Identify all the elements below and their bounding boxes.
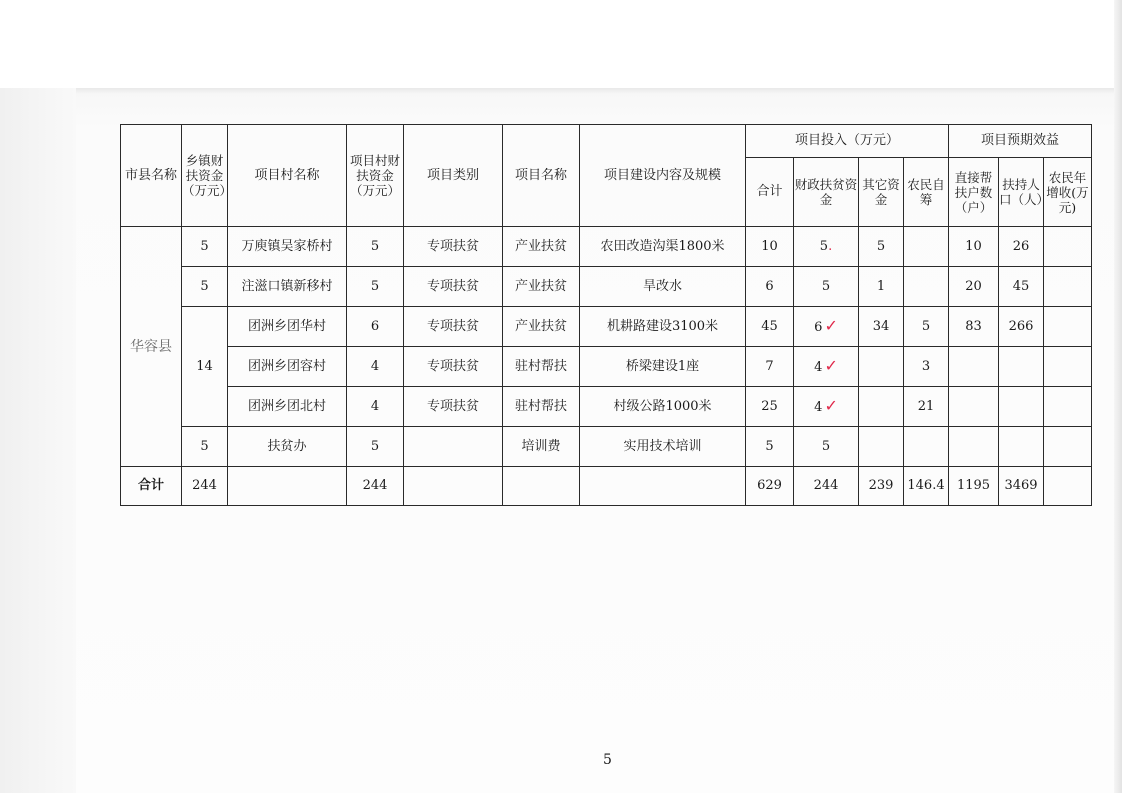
cell-fiscal: 5 <box>794 427 859 467</box>
cell-fiscal: 5 <box>794 267 859 307</box>
cell-total: 7 <box>746 347 794 387</box>
cell-category: 专项扶贫 <box>404 387 503 427</box>
cell-village-fund: 4 <box>347 347 404 387</box>
cell-households: 20 <box>949 267 999 307</box>
totals-project-name <box>503 467 580 506</box>
totals-households: 1195 <box>949 467 999 506</box>
cell-households <box>949 347 999 387</box>
cell-households <box>949 387 999 427</box>
cell-farmer: 5 <box>904 307 949 347</box>
totals-other: 239 <box>859 467 904 506</box>
cell-village-fund: 5 <box>347 427 404 467</box>
cell-total: 45 <box>746 307 794 347</box>
cell-project-name: 产业扶贫 <box>503 267 580 307</box>
scan-edge-left <box>0 88 76 793</box>
red-dot-mark: . <box>828 238 833 254</box>
header-village: 项目村名称 <box>228 125 347 227</box>
header-benefit: 项目预期效益 <box>949 125 1092 158</box>
header-ben-income: 农民年增收(万元) <box>1044 158 1092 227</box>
cell-farmer <box>904 427 949 467</box>
cell-content: 旱改水 <box>580 267 746 307</box>
totals-village-fund: 244 <box>347 467 404 506</box>
cell-households: 10 <box>949 227 999 267</box>
cell-village-fund: 6 <box>347 307 404 347</box>
cell-town-fund: 5 <box>182 227 228 267</box>
cell-town-fund: 5 <box>182 267 228 307</box>
fiscal-value: 4 <box>814 359 823 375</box>
header-town-fund: 乡镇财扶资金（万元） <box>182 125 228 227</box>
cell-income <box>1044 307 1092 347</box>
cell-village-fund: 4 <box>347 387 404 427</box>
cell-content: 村级公路1000米 <box>580 387 746 427</box>
cell-village-fund: 5 <box>347 227 404 267</box>
cell-town-fund: 14 <box>182 307 228 427</box>
cell-project-name: 产业扶贫 <box>503 307 580 347</box>
fiscal-value: 6 <box>814 319 823 335</box>
header-ben-households: 直接帮扶户数（户） <box>949 158 999 227</box>
cell-content: 桥梁建设1座 <box>580 347 746 387</box>
header-inv-other: 其它资金 <box>859 158 904 227</box>
cell-total: 25 <box>746 387 794 427</box>
cell-village: 团洲乡团华村 <box>228 307 347 347</box>
cell-village: 扶贫办 <box>228 427 347 467</box>
cell-other: 34 <box>859 307 904 347</box>
header-row-1 <box>121 125 1092 158</box>
cell-content: 农田改造沟渠1800米 <box>580 227 746 267</box>
fiscal-value: 4 <box>814 399 823 415</box>
cell-village: 团洲乡团北村 <box>228 387 347 427</box>
cell-people <box>999 347 1044 387</box>
cell-people: 26 <box>999 227 1044 267</box>
totals-village <box>228 467 347 506</box>
cell-people <box>999 427 1044 467</box>
check-mark-icon: ✓ <box>824 315 838 335</box>
cell-people <box>999 387 1044 427</box>
cell-project-name: 培训费 <box>503 427 580 467</box>
table-row <box>121 267 1092 307</box>
totals-income <box>1044 467 1092 506</box>
check-mark-icon: ✓ <box>824 395 838 415</box>
cell-category: 专项扶贫 <box>404 347 503 387</box>
table-row <box>121 227 1092 267</box>
cell-village-fund: 5 <box>347 267 404 307</box>
header-project-name: 项目名称 <box>503 125 580 227</box>
cell-households: 83 <box>949 307 999 347</box>
cell-fiscal <box>794 347 859 387</box>
cell-farmer <box>904 227 949 267</box>
cell-fiscal <box>794 387 859 427</box>
fiscal-value: 5 <box>819 238 829 254</box>
cell-farmer: 3 <box>904 347 949 387</box>
cell-category: 专项扶贫 <box>404 307 503 347</box>
totals-category <box>404 467 503 506</box>
totals-people: 3469 <box>999 467 1044 506</box>
totals-farmer: 146.4 <box>904 467 949 506</box>
cell-project-name: 驻村帮扶 <box>503 387 580 427</box>
cell-total: 10 <box>746 227 794 267</box>
scan-edge-right <box>1114 0 1122 793</box>
cell-category: 专项扶贫 <box>404 227 503 267</box>
header-village-fund: 项目村财扶资金（万元） <box>347 125 404 227</box>
cell-town-fund: 5 <box>182 427 228 467</box>
cell-category <box>404 427 503 467</box>
totals-fiscal: 244 <box>794 467 859 506</box>
cell-income <box>1044 347 1092 387</box>
cell-content: 机耕路建设3100米 <box>580 307 746 347</box>
header-content: 项目建设内容及规模 <box>580 125 746 227</box>
header-investment: 项目投入（万元） <box>746 125 949 158</box>
cell-other <box>859 427 904 467</box>
totals-total: 629 <box>746 467 794 506</box>
cell-farmer <box>904 267 949 307</box>
header-county: 市县名称 <box>121 125 182 227</box>
header-inv-farmer: 农民自筹 <box>904 158 949 227</box>
cell-fiscal <box>794 307 859 347</box>
cell-people: 45 <box>999 267 1044 307</box>
header-inv-total: 合计 <box>746 158 794 227</box>
cell-households <box>949 427 999 467</box>
page-number: 5 <box>603 752 612 768</box>
cell-fiscal <box>794 227 859 267</box>
cell-category: 专项扶贫 <box>404 267 503 307</box>
cell-income <box>1044 267 1092 307</box>
region-cell: 华容县 <box>121 227 182 467</box>
check-mark-icon: ✓ <box>824 355 838 375</box>
header-inv-fiscal: 财政扶贫资金 <box>794 158 859 227</box>
totals-label: 合计 <box>121 467 182 506</box>
poverty-fund-table <box>120 124 1092 506</box>
table-row <box>121 307 1092 347</box>
table-row <box>121 347 1092 387</box>
totals-town-fund: 244 <box>182 467 228 506</box>
cell-income <box>1044 227 1092 267</box>
cell-village: 注滋口镇新移村 <box>228 267 347 307</box>
cell-people: 266 <box>999 307 1044 347</box>
cell-village: 团洲乡团容村 <box>228 347 347 387</box>
cell-income <box>1044 427 1092 467</box>
cell-other <box>859 387 904 427</box>
totals-row <box>121 467 1092 506</box>
header-ben-people: 扶持人口（人） <box>999 158 1044 227</box>
cell-total: 6 <box>746 267 794 307</box>
cell-farmer: 21 <box>904 387 949 427</box>
cell-other <box>859 347 904 387</box>
cell-income <box>1044 387 1092 427</box>
cell-project-name: 驻村帮扶 <box>503 347 580 387</box>
cell-content: 实用技术培训 <box>580 427 746 467</box>
header-category: 项目类别 <box>404 125 503 227</box>
cell-village: 万庾镇吴家桥村 <box>228 227 347 267</box>
cell-other: 1 <box>859 267 904 307</box>
cell-other: 5 <box>859 227 904 267</box>
totals-content <box>580 467 746 506</box>
cell-total: 5 <box>746 427 794 467</box>
cell-project-name: 产业扶贫 <box>503 227 580 267</box>
table-row <box>121 387 1092 427</box>
table-row <box>121 427 1092 467</box>
